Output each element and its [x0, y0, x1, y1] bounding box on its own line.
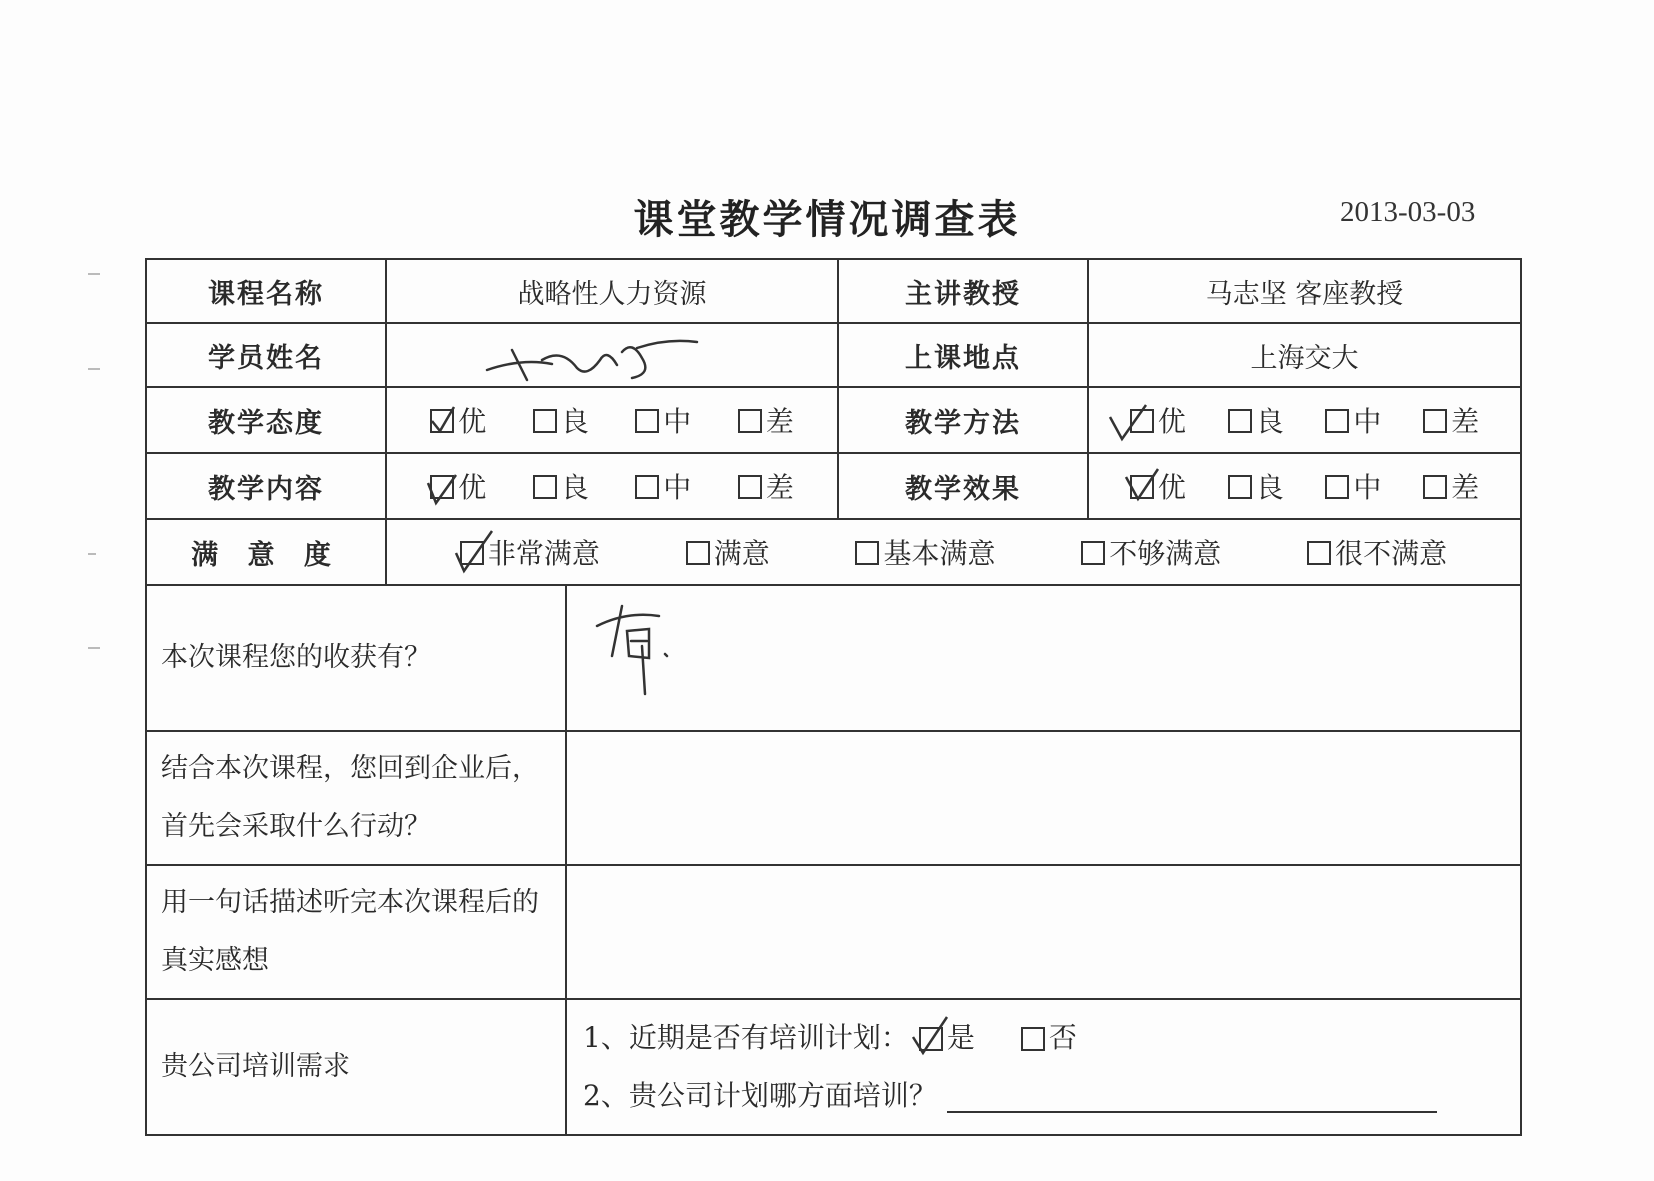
content-option-good[interactable]: 良 — [533, 466, 589, 506]
content-option-poor[interactable]: 差 — [738, 466, 794, 506]
method-option-good[interactable]: 良 — [1228, 400, 1284, 440]
checkbox-icon[interactable] — [430, 409, 454, 433]
checkbox-icon[interactable] — [635, 409, 659, 433]
feeling-answer-field[interactable] — [566, 865, 1521, 999]
effect-option-poor[interactable]: 差 — [1423, 466, 1479, 506]
location-label: 上课地点 — [838, 323, 1088, 387]
signature-scribble — [482, 330, 712, 390]
checkbox-icon[interactable] — [855, 541, 879, 565]
checkbox-icon[interactable] — [738, 475, 762, 499]
content-option-excellent[interactable]: 优 — [430, 466, 486, 506]
form-title: 课堂教学情况调查表 — [633, 197, 1021, 243]
checkbox-icon[interactable] — [635, 475, 659, 499]
satisfaction-option-very-satisfied[interactable]: 非常满意 — [460, 532, 600, 572]
checkbox-icon[interactable] — [533, 475, 557, 499]
checkbox-icon[interactable] — [1423, 475, 1447, 499]
checkmark-icon — [420, 463, 466, 509]
row-gains — [146, 585, 1521, 731]
row-student — [146, 323, 1521, 387]
effect-option-good[interactable]: 良 — [1228, 466, 1284, 506]
gains-answer-field[interactable] — [566, 585, 1521, 731]
feeling-question-label: 用一句话描述听完本次课程后的真实感想 — [146, 865, 566, 999]
training-area-input[interactable] — [947, 1079, 1437, 1113]
effect-option-average[interactable]: 中 — [1325, 466, 1381, 506]
row-feeling — [146, 865, 1521, 999]
row-action — [146, 731, 1521, 865]
satisfaction-option-satisfied[interactable]: 满意 — [686, 532, 770, 572]
row-training-needs — [146, 999, 1521, 1135]
student-name-label: 学员姓名 — [146, 323, 386, 387]
location-value[interactable]: 上海交大 — [1088, 323, 1521, 387]
attitude-option-good[interactable]: 良 — [533, 400, 589, 440]
training-needs-label: 贵公司培训需求 — [146, 999, 566, 1135]
training-plan-no[interactable]: 否 — [1021, 1009, 1077, 1067]
checkbox-icon[interactable] — [460, 541, 484, 565]
form-date: 2013-03-03 — [1340, 196, 1476, 228]
effect-option-excellent[interactable]: 优 — [1130, 466, 1186, 506]
row-satisfaction — [146, 519, 1521, 585]
checkmark-icon — [1106, 399, 1152, 445]
checkbox-icon[interactable] — [686, 541, 710, 565]
row-course — [146, 259, 1521, 323]
lecturer-value[interactable]: 马志坚 客座教授 — [1088, 259, 1521, 323]
handwritten-answer — [587, 596, 687, 696]
checkbox-icon[interactable] — [1325, 475, 1349, 499]
checkmark-icon — [909, 1015, 955, 1061]
attitude-option-poor[interactable]: 差 — [738, 400, 794, 440]
attitude-option-average[interactable]: 中 — [635, 400, 691, 440]
satisfaction-option-very-unsatisfied[interactable]: 很不满意 — [1307, 532, 1447, 572]
method-options — [1089, 400, 1520, 440]
checkbox-icon[interactable] — [1081, 541, 1105, 565]
method-label: 教学方法 — [838, 387, 1088, 453]
action-answer-field[interactable] — [566, 731, 1521, 865]
checkbox-icon[interactable] — [1130, 409, 1154, 433]
checkbox-icon[interactable] — [1423, 409, 1447, 433]
row-attitude-method — [146, 387, 1521, 453]
training-plan-line: 1、近期是否有培训计划： 是 否 — [567, 1009, 1520, 1067]
effect-options — [1089, 466, 1520, 506]
effect-label: 教学效果 — [838, 453, 1088, 519]
content-label: 教学内容 — [146, 453, 386, 519]
checkbox-icon[interactable] — [1228, 475, 1252, 499]
attitude-label: 教学态度 — [146, 387, 386, 453]
gains-question-label: 本次课程您的收获有？ — [146, 585, 566, 731]
checkmark-icon — [1120, 463, 1166, 509]
training-plan-yes[interactable]: 是 — [919, 1009, 975, 1067]
method-option-excellent[interactable]: 优 — [1130, 400, 1186, 440]
survey-table — [145, 258, 1522, 1136]
method-option-average[interactable]: 中 — [1325, 400, 1381, 440]
satisfaction-options — [387, 532, 1520, 572]
action-question-label: 结合本次课程，您回到企业后，首先会采取什么行动？ — [146, 731, 566, 865]
checkmark-icon — [420, 397, 466, 443]
lecturer-label: 主讲教授 — [838, 259, 1088, 323]
satisfaction-option-basically-satisfied[interactable]: 基本满意 — [855, 532, 995, 572]
checkbox-icon[interactable] — [1021, 1027, 1045, 1051]
checkmark-icon — [450, 529, 496, 575]
attitude-options — [387, 400, 837, 440]
content-options — [387, 466, 837, 506]
row-content-effect — [146, 453, 1521, 519]
training-needs-field — [566, 999, 1521, 1135]
checkbox-icon[interactable] — [738, 409, 762, 433]
checkbox-icon[interactable] — [430, 475, 454, 499]
checkbox-icon[interactable] — [919, 1027, 943, 1051]
attitude-option-excellent[interactable]: 优 — [430, 400, 486, 440]
checkbox-icon[interactable] — [1228, 409, 1252, 433]
course-name-value[interactable]: 战略性人力资源 — [386, 259, 838, 323]
checkbox-icon[interactable] — [1130, 475, 1154, 499]
checkbox-icon[interactable] — [1307, 541, 1331, 565]
checkbox-icon[interactable] — [533, 409, 557, 433]
checkbox-icon[interactable] — [1325, 409, 1349, 433]
student-name-field[interactable] — [386, 323, 838, 387]
training-area-line: 2、贵公司计划哪方面培训？ — [567, 1067, 1520, 1125]
method-option-poor[interactable]: 差 — [1423, 400, 1479, 440]
satisfaction-option-not-satisfied[interactable]: 不够满意 — [1081, 532, 1221, 572]
course-name-label: 课程名称 — [146, 259, 386, 323]
satisfaction-label: 满 意 度 — [146, 519, 386, 585]
content-option-average[interactable]: 中 — [635, 466, 691, 506]
